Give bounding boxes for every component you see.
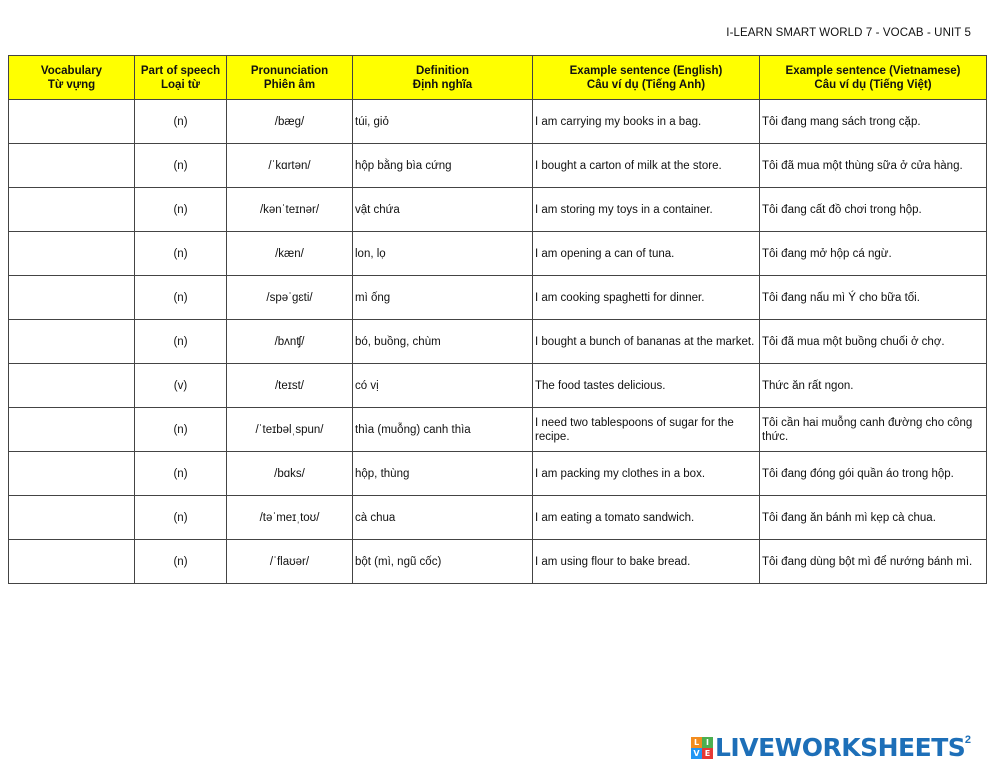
column-header-definition: Definition Định nghĩa <box>353 56 533 100</box>
example-english-cell: I am storing my toys in a container. <box>533 188 760 232</box>
column-header-pronunciation: Pronunciation Phiên âm <box>227 56 353 100</box>
vocab-answer-cell[interactable] <box>9 320 135 364</box>
table-row <box>9 320 987 364</box>
table-row <box>9 144 987 188</box>
example-vietnamese-cell: Tôi đang mang sách trong cặp. <box>760 100 987 144</box>
vocab-answer-cell[interactable] <box>9 496 135 540</box>
table-row <box>9 496 987 540</box>
part-of-speech-cell: (n) <box>135 496 227 540</box>
vocab-answer-cell[interactable] <box>9 276 135 320</box>
column-header-example-english: Example sentence (English) Câu ví dụ (Tiếng Anh) <box>533 56 760 100</box>
definition-cell: bột (mì, ngũ cốc) <box>353 540 533 584</box>
table-header-row <box>9 56 987 100</box>
example-english-cell: I am packing my clothes in a box. <box>533 452 760 496</box>
example-english-cell: I am eating a tomato sandwich. <box>533 496 760 540</box>
table-row <box>9 100 987 144</box>
vocab-answer-cell[interactable] <box>9 232 135 276</box>
liveworksheets-logo <box>691 735 965 761</box>
pronunciation-cell: /spəˈgɛti/ <box>227 276 353 320</box>
table-row <box>9 188 987 232</box>
table-row <box>9 232 987 276</box>
pronunciation-cell: /ˈflaʊər/ <box>227 540 353 584</box>
table-row <box>9 452 987 496</box>
definition-cell: thìa (muỗng) canh thìa <box>353 408 533 452</box>
part-of-speech-cell: (n) <box>135 144 227 188</box>
definition-cell: có vị <box>353 364 533 408</box>
example-english-cell: I am using flour to bake bread. <box>533 540 760 584</box>
definition-cell: lon, lọ <box>353 232 533 276</box>
vocab-answer-cell[interactable] <box>9 144 135 188</box>
example-vietnamese-cell: Tôi đang đóng gói quần áo trong hộp. <box>760 452 987 496</box>
definition-cell: cà chua <box>353 496 533 540</box>
pronunciation-cell: /ˈkɑrtən/ <box>227 144 353 188</box>
document-header-title: I-LEARN SMART WORLD 7 - VOCAB - UNIT 5 <box>726 27 971 39</box>
table-row <box>9 276 987 320</box>
example-english-cell: I am carrying my books in a bag. <box>533 100 760 144</box>
example-english-cell: The food tastes delicious. <box>533 364 760 408</box>
vocab-answer-cell[interactable] <box>9 100 135 144</box>
part-of-speech-cell: (n) <box>135 452 227 496</box>
example-vietnamese-cell: Tôi đã mua một buồng chuối ở chợ. <box>760 320 987 364</box>
part-of-speech-cell: (v) <box>135 364 227 408</box>
pronunciation-cell: /kənˈteɪnər/ <box>227 188 353 232</box>
pronunciation-cell: /bæg/ <box>227 100 353 144</box>
pronunciation-cell: /bɑks/ <box>227 452 353 496</box>
pronunciation-cell: /təˈmeɪˌtoʊ/ <box>227 496 353 540</box>
example-vietnamese-cell: Tôi đang cất đồ chơi trong hộp. <box>760 188 987 232</box>
definition-cell: bó, buồng, chùm <box>353 320 533 364</box>
page-number: 2 <box>964 734 971 746</box>
part-of-speech-cell: (n) <box>135 188 227 232</box>
liveworksheets-logo-icon: L I V E <box>691 737 713 759</box>
table-row <box>9 540 987 584</box>
example-english-cell: I bought a bunch of bananas at the market. <box>533 320 760 364</box>
part-of-speech-cell: (n) <box>135 408 227 452</box>
definition-cell: hộp, thùng <box>353 452 533 496</box>
liveworksheets-logo-text: LIVEWORKSHEETS <box>715 733 966 762</box>
table-row <box>9 364 987 408</box>
pronunciation-cell: /bʌnʧ/ <box>227 320 353 364</box>
part-of-speech-cell: (n) <box>135 540 227 584</box>
definition-cell: hộp bằng bìa cứng <box>353 144 533 188</box>
example-vietnamese-cell: Tôi cần hai muỗng canh đường cho công thức. <box>760 408 987 452</box>
table-row <box>9 408 987 452</box>
vocab-answer-cell[interactable] <box>9 364 135 408</box>
vocab-answer-cell[interactable] <box>9 452 135 496</box>
example-vietnamese-cell: Tôi đã mua một thùng sữa ở cửa hàng. <box>760 144 987 188</box>
part-of-speech-cell: (n) <box>135 100 227 144</box>
definition-cell: vật chứa <box>353 188 533 232</box>
column-header-part-of-speech: Part of speech Loại từ <box>135 56 227 100</box>
vocab-answer-cell[interactable] <box>9 540 135 584</box>
definition-cell: túi, giỏ <box>353 100 533 144</box>
example-vietnamese-cell: Tôi đang ăn bánh mì kẹp cà chua. <box>760 496 987 540</box>
example-vietnamese-cell: Tôi đang nấu mì Ý cho bữa tối. <box>760 276 987 320</box>
pronunciation-cell: /ˈteɪbəlˌspun/ <box>227 408 353 452</box>
example-english-cell: I need two tablespoons of sugar for the recipe. <box>533 408 760 452</box>
example-english-cell: I am cooking spaghetti for dinner. <box>533 276 760 320</box>
vocab-table <box>8 55 987 584</box>
example-english-cell: I bought a carton of milk at the store. <box>533 144 760 188</box>
part-of-speech-cell: (n) <box>135 232 227 276</box>
vocab-answer-cell[interactable] <box>9 408 135 452</box>
part-of-speech-cell: (n) <box>135 320 227 364</box>
column-header-example-vietnamese: Example sentence (Vietnamese) Câu ví dụ (Tiếng Việt) <box>760 56 987 100</box>
part-of-speech-cell: (n) <box>135 276 227 320</box>
pronunciation-cell: /teɪst/ <box>227 364 353 408</box>
example-vietnamese-cell: Thức ăn rất ngon. <box>760 364 987 408</box>
definition-cell: mì ống <box>353 276 533 320</box>
column-header-vocabulary: Vocabulary Từ vựng <box>9 56 135 100</box>
pronunciation-cell: /kæn/ <box>227 232 353 276</box>
example-english-cell: I am opening a can of tuna. <box>533 232 760 276</box>
example-vietnamese-cell: Tôi đang dùng bột mì để nướng bánh mì. <box>760 540 987 584</box>
vocab-answer-cell[interactable] <box>9 188 135 232</box>
example-vietnamese-cell: Tôi đang mở hộp cá ngừ. <box>760 232 987 276</box>
